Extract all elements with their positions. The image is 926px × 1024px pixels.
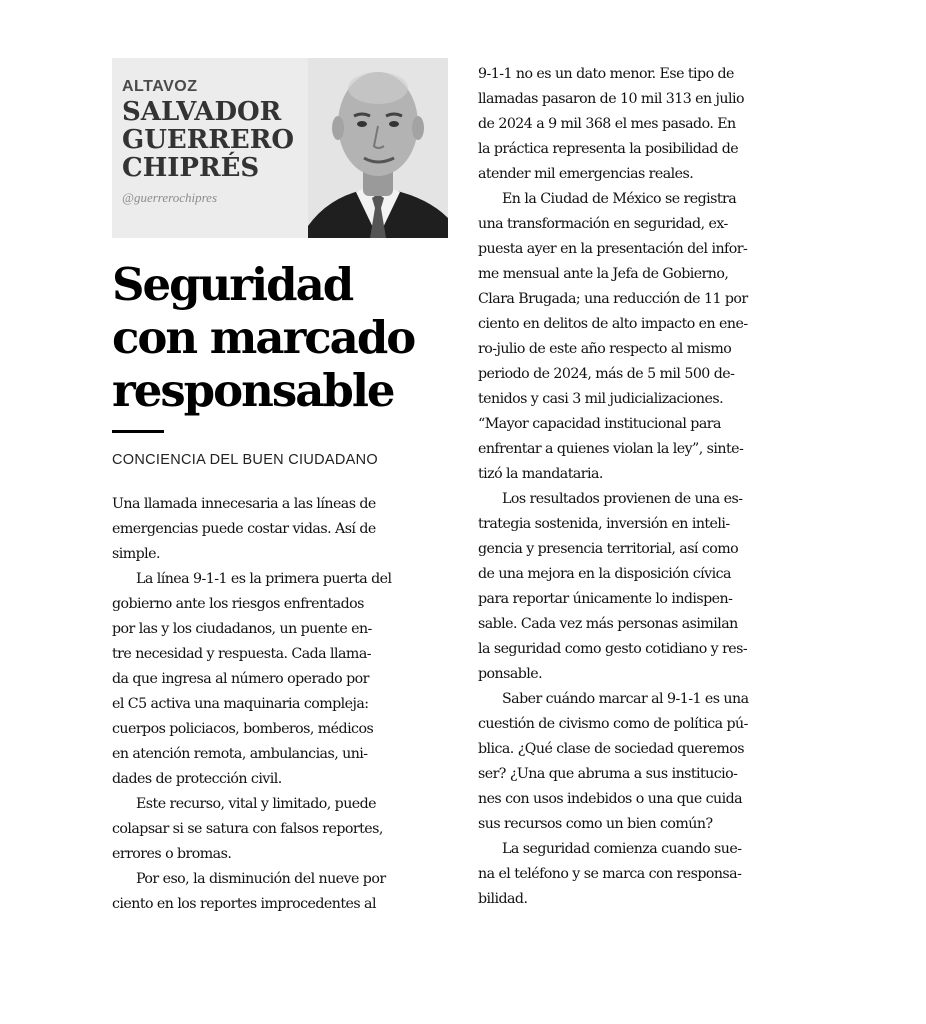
text-line: ciento en delitos de alto impacto en ene- — [478, 316, 748, 332]
text-line: por las y los ciudadanos, un puente en- — [112, 621, 372, 637]
text-line: Los resultados provienen de una es- — [502, 491, 743, 507]
text-line: Por eso, la disminución del nueve por — [136, 871, 386, 887]
text-line: errores o bromas. — [112, 846, 232, 862]
author-name — [122, 98, 302, 182]
text-line: tenidos y casi 3 mil judicializaciones. — [478, 391, 724, 407]
text-line: Este recurso, vital y limitado, puede — [136, 796, 377, 812]
text-line: tizó la mandataria. — [478, 466, 603, 482]
text-line: la seguridad como gesto cotidiano y res- — [478, 641, 748, 657]
text-line: ser? ¿Una que abruma a sus institucio- — [478, 766, 738, 782]
text-line: de 2024 a 9 mil 368 el mes pasado. En — [478, 116, 736, 132]
text-line: gencia y presencia territorial, así como — [478, 541, 739, 557]
author-handle: @guerrerochipres — [122, 190, 217, 205]
kicker: CONCIENCIA DEL BUEN CIUDADANO — [112, 452, 378, 468]
text-line: ponsable. — [478, 666, 543, 682]
text-line: bilidad. — [478, 891, 528, 907]
section-label: ALTAVOZ — [122, 78, 198, 95]
text-line: Una llamada innecesaria a las líneas de — [112, 496, 376, 512]
body-column-left — [112, 492, 452, 917]
text-line: en atención remota, ambulancias, uni- — [112, 746, 368, 762]
text-line: simple. — [112, 546, 160, 562]
text-line: “Mayor capacidad institucional para — [478, 416, 721, 432]
headline-line: con marcado — [112, 311, 415, 364]
author-photo — [308, 58, 448, 238]
text-line: dades de protección civil. — [112, 771, 282, 787]
text-line: da que ingresa al número operado por — [112, 671, 369, 687]
text-line: Saber cuándo marcar al 9-1-1 es una — [502, 691, 749, 707]
text-line: me mensual ante la Jefa de Gobierno, — [478, 266, 729, 282]
author-name-line: CHIPRÉS — [122, 153, 260, 183]
text-line: la práctica representa la posibilidad de — [478, 141, 739, 157]
text-line: La seguridad comienza cuando sue- — [502, 841, 742, 857]
text-line: enfrentar a quienes violan la ley”, sinte- — [478, 441, 744, 457]
text-line: sable. Cada vez más personas asimilan — [478, 616, 738, 632]
author-name-line: SALVADOR — [122, 97, 282, 127]
text-line: periodo de 2024, más de 5 mil 500 de- — [478, 366, 735, 382]
text-line: puesta ayer en la presentación del infor- — [478, 241, 748, 257]
text-line: ro-julio de este año respecto al mismo — [478, 341, 732, 357]
text-line: el C5 activa una maquinaria compleja: — [112, 696, 369, 712]
text-line: gobierno ante los riesgos enfrentados — [112, 596, 364, 612]
headline — [112, 258, 452, 417]
text-line: cuestión de civismo como de política pú- — [478, 716, 748, 732]
text-line: atender mil emergencias reales. — [478, 166, 694, 182]
text-line: nes con usos indebidos o una que cuida — [478, 791, 743, 807]
text-line: 9-1-1 no es un dato menor. Ese tipo de — [478, 66, 734, 82]
author-name-line: GUERRERO — [122, 125, 294, 155]
text-line: sus recursos como un bien común? — [478, 816, 713, 832]
divider-rule — [112, 430, 164, 433]
text-line: para reportar únicamente lo indispen- — [478, 591, 733, 607]
text-line: blica. ¿Qué clase de sociedad queremos — [478, 741, 744, 757]
text-line: emergencias puede costar vidas. Así de — [112, 521, 376, 537]
text-line: La línea 9-1-1 es la primera puerta del — [136, 571, 392, 587]
body-column-right — [478, 62, 818, 912]
text-line: Clara Brugada; una reducción de 11 por — [478, 291, 748, 307]
columnist-header — [112, 58, 448, 238]
text-line: En la Ciudad de México se registra — [502, 191, 737, 207]
text-line: ciento en los reportes improcedentes al — [112, 896, 376, 912]
text-line: cuerpos policiacos, bomberos, médicos — [112, 721, 374, 737]
headline-line: Seguridad — [112, 258, 353, 311]
text-line: colapsar si se satura con falsos reportes, — [112, 821, 383, 837]
text-line: llamadas pasaron de 10 mil 313 en julio — [478, 91, 744, 107]
text-line: de una mejora en la disposición cívica — [478, 566, 731, 582]
headline-line: responsable — [112, 364, 394, 417]
text-line: una transformación en seguridad, ex- — [478, 216, 728, 232]
text-line: trategia sostenida, inversión en inteli- — [478, 516, 730, 532]
text-line: tre necesidad y respuesta. Cada llama- — [112, 646, 371, 662]
text-line: na el teléfono y se marca con responsa- — [478, 866, 742, 882]
